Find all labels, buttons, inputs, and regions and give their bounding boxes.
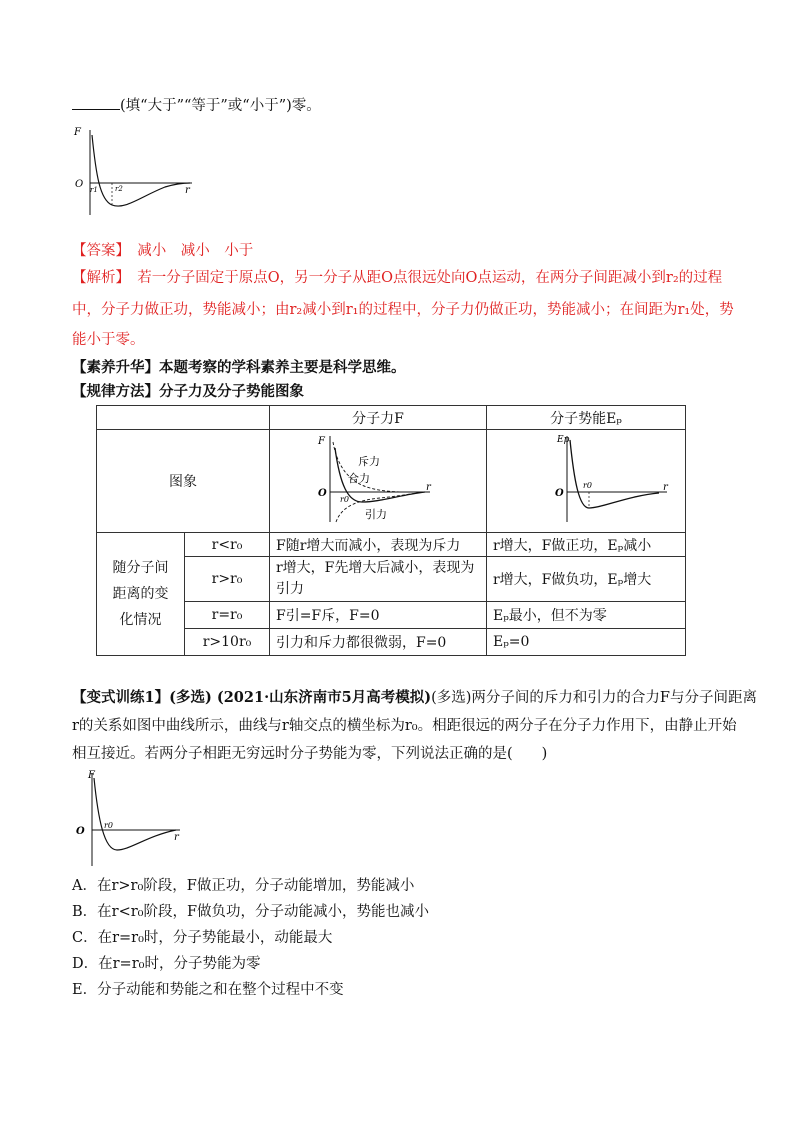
r0-label: r0 bbox=[339, 495, 349, 504]
method-text: 分子力及分子势能图象 bbox=[159, 383, 304, 400]
energy-cell: r增大，F做负功，Eₚ增大 bbox=[486, 557, 685, 602]
answer-label: 【答案】 bbox=[72, 243, 123, 259]
ep-axis-label: Ep bbox=[556, 435, 570, 445]
table-row bbox=[97, 533, 686, 557]
cond-cell: r<r₀ bbox=[185, 533, 270, 557]
origin-label: O bbox=[317, 488, 327, 499]
table-graph-row bbox=[97, 430, 686, 533]
option-a: A．在r>r₀阶段，F做正功，分子动能增加，势能减小 bbox=[72, 878, 415, 894]
analysis-line-2 bbox=[72, 300, 734, 320]
analysis-line-1 bbox=[72, 268, 722, 288]
net-force-label: 合力 bbox=[347, 472, 370, 485]
force-cell: 引力和斥力都很微弱，F=0 bbox=[269, 629, 486, 656]
r-axis-label: r bbox=[174, 832, 179, 843]
exercise-line-2 bbox=[72, 716, 737, 736]
exercise-text-1: (多选)两分子间的斥力和引力的合力F与分子间距离 bbox=[431, 690, 757, 706]
exercise-label: 【变式训练1】(多选) (2021·山东济南市5月高考模拟) bbox=[72, 689, 432, 706]
r-axis-label: r bbox=[662, 482, 668, 493]
analysis-label: 【解析】 bbox=[72, 270, 123, 286]
r0-label: r0 bbox=[582, 481, 592, 490]
exercise-line-1 bbox=[72, 688, 757, 708]
energy-curve bbox=[570, 440, 659, 508]
literacy-line bbox=[72, 358, 406, 378]
f-axis-label: F bbox=[74, 127, 81, 138]
analysis-text-2: 中，分子力做正功，势能减小；由r₂减小到r₁的过程中，分子力仍做正功，势能减小；在间距为r₁处，势 bbox=[72, 302, 734, 318]
repulsion-label: 斥力 bbox=[357, 455, 380, 468]
table-row bbox=[97, 602, 686, 629]
option-b: B．在r<r₀阶段，F做负功，分子动能减小，势能也减小 bbox=[72, 904, 430, 920]
option-e: E．分子动能和势能之和在整个过程中不变 bbox=[72, 982, 344, 998]
option-d: D．在r=r₀时，分子势能为零 bbox=[72, 956, 261, 972]
method-label: 【规律方法】 bbox=[72, 383, 159, 400]
r-axis-label: r bbox=[425, 482, 431, 493]
table-row bbox=[97, 629, 686, 656]
force-cell: F随r增大而减小，表现为斥力 bbox=[269, 533, 486, 557]
literacy-text: 本题考察的学科素养主要是科学思维。 bbox=[159, 359, 406, 376]
answer-blank bbox=[72, 95, 120, 110]
row-image-label: 图象 bbox=[97, 430, 270, 533]
f-axis-label: F bbox=[88, 770, 95, 781]
analysis-line-3 bbox=[72, 330, 145, 350]
potential-energy-graph bbox=[487, 430, 685, 528]
fill-in-text: (填“大于”“等于”或“小于”)零。 bbox=[120, 98, 321, 114]
attraction-label: 引力 bbox=[364, 508, 387, 521]
exercise-line-3 bbox=[72, 744, 547, 764]
energy-cell: r增大，F做正功，Eₚ减小 bbox=[486, 533, 685, 557]
energy-graph-cell bbox=[486, 430, 685, 533]
header-energy: 分子势能Eₚ bbox=[486, 406, 685, 430]
exercise-text-3: 相互接近。若两分子相距无穷远时分子势能为零，下列说法正确的是( ) bbox=[72, 746, 548, 762]
analysis-text-1: 若一分子固定于原点O，另一分子从距O点很远处向O点运动，在两分子间距减小到r₂的过程 bbox=[137, 270, 723, 286]
energy-cell: Eₚ=0 bbox=[486, 629, 685, 656]
force-graph-cell bbox=[269, 430, 486, 533]
origin-label: O bbox=[75, 179, 84, 190]
analysis-text-3: 能小于零。 bbox=[72, 332, 145, 348]
answer-line bbox=[72, 241, 253, 261]
force-cell: r增大，F先增大后减小，表现为引力 bbox=[269, 557, 486, 602]
answer-text: 减小 减小 小于 bbox=[137, 243, 254, 259]
origin-label: O bbox=[554, 488, 564, 499]
r2-label: r2 bbox=[115, 185, 123, 193]
force-graph-figure-1 bbox=[70, 125, 200, 220]
literacy-label: 【素养升华】 bbox=[72, 359, 159, 376]
table-header-row bbox=[97, 406, 686, 430]
r0-label: r0 bbox=[104, 821, 113, 830]
header-empty-cell bbox=[97, 406, 270, 430]
force-graph-figure-2 bbox=[72, 768, 192, 868]
r-axis-label: r bbox=[185, 185, 190, 196]
cond-cell: r=r₀ bbox=[185, 602, 270, 629]
table-row bbox=[97, 557, 686, 602]
r1-label: r1 bbox=[90, 186, 98, 194]
cond-cell: r>r₀ bbox=[185, 557, 270, 602]
exercise-text-2: r的关系如图中曲线所示，曲线与r轴交点的横坐标为r₀。相距很远的两分子在分子力作用下，由静止开始 bbox=[72, 718, 737, 734]
force-curve bbox=[92, 135, 190, 206]
fill-in-line bbox=[72, 95, 321, 116]
side-label: 随分子间距离的变化情况 bbox=[97, 533, 185, 656]
method-line bbox=[72, 382, 304, 402]
origin-label: O bbox=[76, 826, 85, 837]
cond-cell: r>10r₀ bbox=[185, 629, 270, 656]
force-components-graph bbox=[270, 430, 486, 528]
force-curve bbox=[94, 778, 176, 850]
option-c: C．在r=r₀时，分子势能最小，动能最大 bbox=[72, 930, 333, 946]
header-force: 分子力F bbox=[269, 406, 486, 430]
force-cell: F引=F斥，F=0 bbox=[269, 602, 486, 629]
molecular-force-table bbox=[96, 405, 686, 656]
energy-cell: Eₚ最小，但不为零 bbox=[486, 602, 685, 629]
f-axis-label: F bbox=[317, 436, 325, 447]
